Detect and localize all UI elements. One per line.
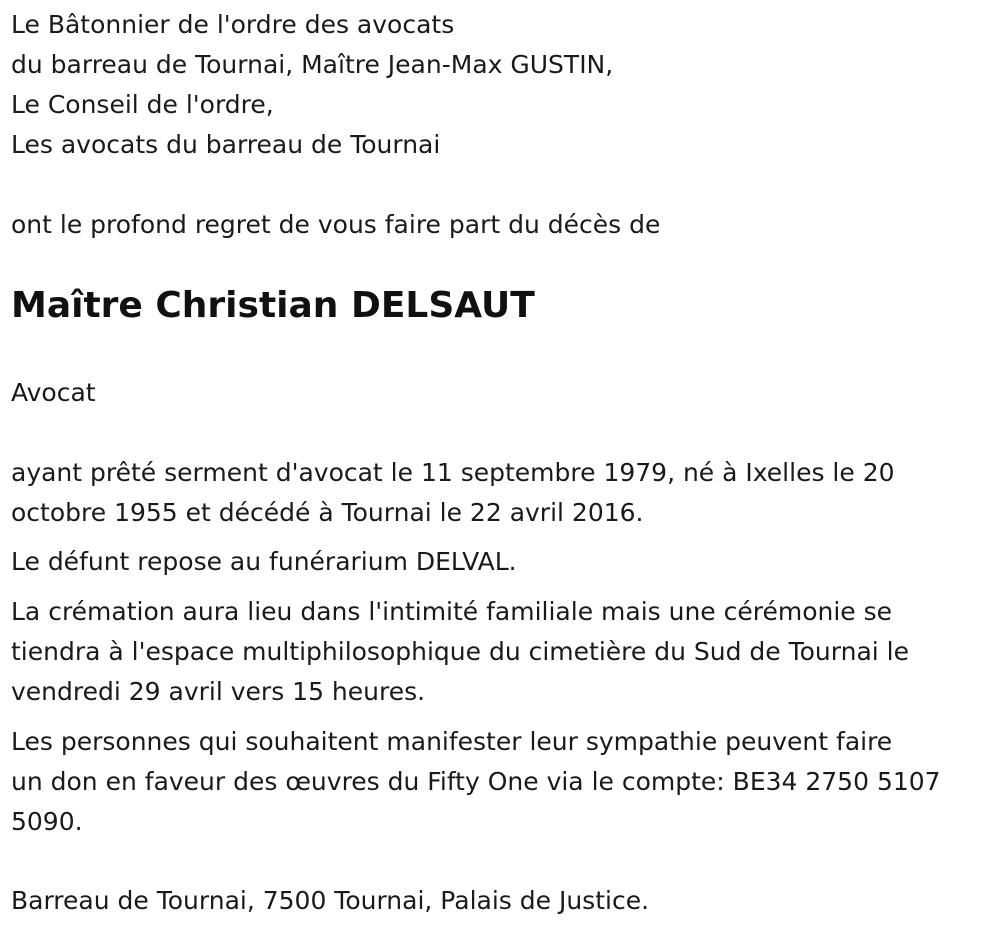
announcers-block	[11, 5, 613, 165]
paragraph-line: octobre 1955 et décédé à Tournai le 22 avril 2016.	[11, 498, 644, 527]
ceremony-paragraph	[11, 592, 991, 712]
paragraph-line: La crémation aura lieu dans l'intimité familiale mais une cérémonie se	[11, 597, 893, 626]
paragraph-line: ayant prêté serment d'avocat le 11 septembre 1979, né à Ixelles le 20	[11, 458, 895, 487]
announcer-line: Le Conseil de l'ordre,	[11, 90, 274, 119]
paragraph-line: Le défunt repose au funérarium DELVAL.	[11, 547, 517, 576]
paragraph-line: Les personnes qui souhaitent manifester leur sympathie peuvent faire	[11, 727, 893, 756]
paragraph-line: tiendra à l'espace multiphilosophique du cimetière du Sud de Tournai le	[11, 637, 909, 666]
paragraph-line: un don en faveur des œuvres du Fifty One via le compte: BE34 2750 5107	[11, 767, 941, 796]
intro-text: ont le profond regret de vous faire part du décès de	[11, 210, 661, 239]
repose-paragraph	[11, 542, 991, 582]
deceased-name: Maître Christian DELSAUT	[11, 285, 535, 326]
donation-paragraph	[11, 722, 991, 842]
footer-address: Barreau de Tournai, 7500 Tournai, Palais de Justice.	[11, 886, 650, 915]
deceased-role: Avocat	[11, 378, 96, 407]
paragraph-line: 5090.	[11, 807, 83, 836]
oath-and-dates-paragraph	[11, 453, 991, 533]
announcer-line: Le Bâtonnier de l'ordre des avocats	[11, 10, 455, 39]
announcer-line: Les avocats du barreau de Tournai	[11, 130, 441, 159]
paragraph-line: vendredi 29 avril vers 15 heures.	[11, 677, 426, 706]
announcer-line: du barreau de Tournai, Maître Jean-Max GUSTIN,	[11, 50, 614, 79]
